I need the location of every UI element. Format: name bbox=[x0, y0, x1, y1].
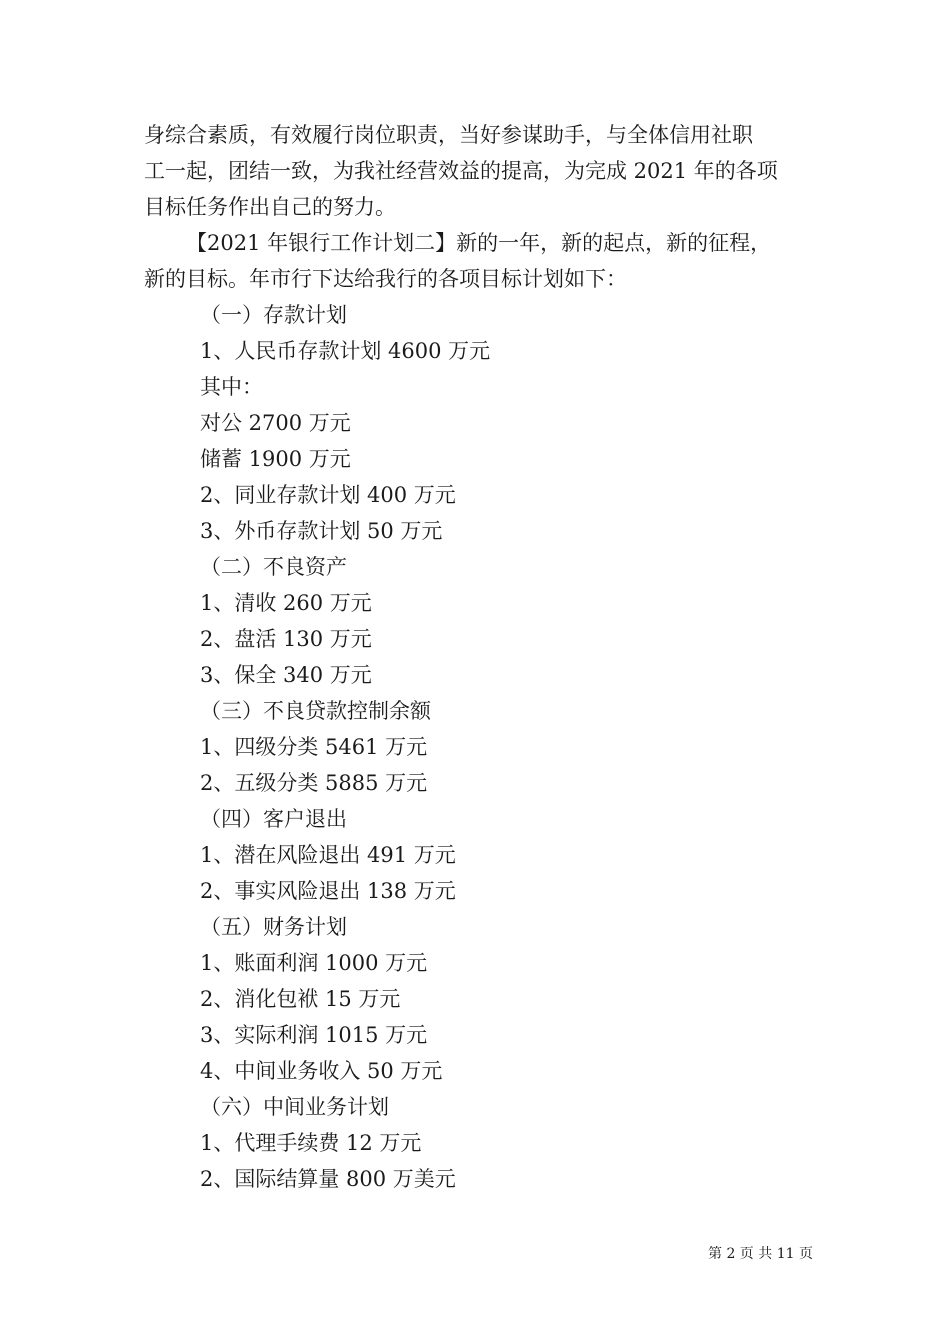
list-item: 1、账面利润 1000 万元 bbox=[200, 951, 428, 975]
list-heading: （一）存款计划 bbox=[200, 303, 347, 327]
list-item: 3、实际利润 1015 万元 bbox=[200, 1023, 428, 1047]
list-item: 4、中间业务收入 50 万元 bbox=[200, 1059, 443, 1083]
intro-line-3: 目标任务作出自己的努力。 bbox=[144, 195, 396, 219]
list-item: 对公 2700 万元 bbox=[200, 411, 351, 435]
section-title-line-2: 新的目标。年市行下达给我行的各项目标计划如下： bbox=[144, 267, 627, 291]
intro-line-1: 身综合素质，有效履行岗位职责，当好参谋助手，与全体信用社职 bbox=[144, 123, 753, 147]
list-item: 1、清收 260 万元 bbox=[200, 591, 372, 615]
list-item: 1、四级分类 5461 万元 bbox=[200, 735, 428, 759]
list-item: 储蓄 1900 万元 bbox=[200, 447, 351, 471]
intro-line-2: 工一起，团结一致，为我社经营效益的提高，为完成 2021 年的各项 bbox=[144, 159, 778, 183]
list-item: 其中： bbox=[200, 375, 263, 399]
list-item: 2、事实风险退出 138 万元 bbox=[200, 879, 456, 903]
list-item: 2、盘活 130 万元 bbox=[200, 627, 372, 651]
list-heading: （六）中间业务计划 bbox=[200, 1095, 389, 1119]
list-item: 2、同业存款计划 400 万元 bbox=[200, 483, 456, 507]
list-item: 2、五级分类 5885 万元 bbox=[200, 771, 428, 795]
document-body bbox=[144, 117, 834, 1197]
page-number-footer: 第 2 页 共 11 页 bbox=[708, 1246, 813, 1262]
list-item: 1、代理手续费 12 万元 bbox=[200, 1131, 422, 1155]
list-item: 1、潜在风险退出 491 万元 bbox=[200, 843, 456, 867]
list-heading: （三）不良贷款控制余额 bbox=[200, 699, 431, 723]
list-item: 1、人民币存款计划 4600 万元 bbox=[200, 339, 491, 363]
list-heading: （二）不良资产 bbox=[200, 555, 347, 579]
list-heading: （五）财务计划 bbox=[200, 915, 347, 939]
list-item: 2、消化包袱 15 万元 bbox=[200, 987, 401, 1011]
section-title-line: 【2021 年银行工作计划二】新的一年，新的起点，新的征程， bbox=[186, 231, 772, 255]
list-item: 3、外币存款计划 50 万元 bbox=[200, 519, 443, 543]
list-item: 3、保全 340 万元 bbox=[200, 663, 372, 687]
list-heading: （四）客户退出 bbox=[200, 807, 347, 831]
list-item: 2、国际结算量 800 万美元 bbox=[200, 1167, 456, 1191]
